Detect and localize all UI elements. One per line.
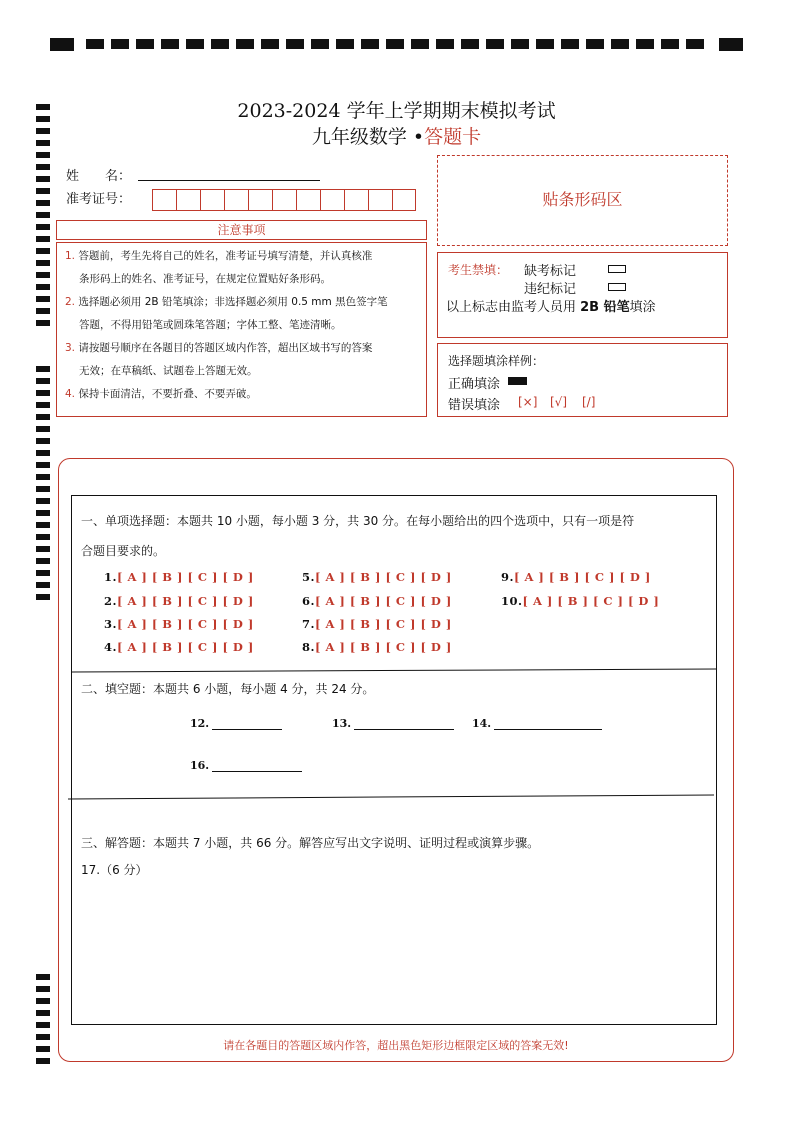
staff-only-note: 以上标志由监考人员用 2B 铅笔填涂	[446, 300, 656, 315]
wrong-fill-sample: [√]	[550, 395, 568, 409]
blank-line[interactable]	[494, 717, 602, 730]
choice-question[interactable]: 9.[ A ] [ B ] [ C ] [ D ]	[501, 570, 651, 584]
absent-mark-label: 缺考标记	[524, 264, 577, 279]
section2-instructions: 二、填空题：本题共 6 小题，每小题 4 分，共 24 分。	[81, 682, 375, 696]
choice-question[interactable]: 10.[ A ] [ B ] [ C ] [ D ]	[501, 594, 660, 608]
fill-blank-16[interactable]: 16.	[190, 759, 302, 772]
notice-item-continued: 无效；在草稿纸、试题卷上答题无效。	[79, 365, 258, 377]
id-label: 准考证号：	[66, 192, 132, 207]
blank-line[interactable]	[354, 717, 454, 730]
section3-instructions: 三、解答题：本题共 7 小题，共 66 分。解答应写出文字说明、证明过程或演算步骤。	[81, 836, 540, 850]
notice-item-continued: 条形码上的姓名、准考证号，在规定位置贴好条形码。	[79, 273, 331, 285]
blank-line[interactable]	[212, 717, 282, 730]
section1-instructions: 一、单项选择题：本题共 10 小题，每小题 3 分，共 30 分。在每小题给出的四个选项中，只有一项是符	[81, 514, 635, 528]
choice-question[interactable]: 3.[ A ] [ B ] [ C ] [ D ]	[104, 617, 254, 631]
notice-item: 1. 答题前，考生先将自己的姓名，准考证号填写清楚，并认真核准	[65, 250, 373, 262]
choice-question[interactable]: 8.[ A ] [ B ] [ C ] [ D ]	[302, 640, 452, 654]
footer-warning: 请在各题目的答题区域内作答，超出黑色矩形边框限定区域的答案无效!	[223, 1039, 569, 1052]
answer-card-label: 答题卡	[424, 126, 482, 148]
choice-question[interactable]: 4.[ A ] [ B ] [ C ] [ D ]	[104, 640, 254, 654]
barcode-area-label: 贴条形码区	[542, 190, 623, 209]
question-17-label: 17.（6 分）	[81, 863, 148, 877]
fill-blank-14[interactable]: 14.	[472, 717, 602, 730]
section-divider	[71, 669, 717, 672]
choice-question[interactable]: 7.[ A ] [ B ] [ C ] [ D ]	[302, 617, 452, 631]
subject-name: 九年级数学	[311, 126, 407, 148]
choice-question[interactable]: 1.[ A ] [ B ] [ C ] [ D ]	[104, 570, 254, 584]
section-divider	[68, 795, 714, 799]
blank-line[interactable]	[212, 759, 302, 772]
choice-question[interactable]: 6.[ A ] [ B ] [ C ] [ D ]	[302, 594, 452, 608]
notice-heading: 注意事项	[217, 223, 266, 237]
wrong-fill-sample: [/]	[582, 395, 596, 409]
fill-blank-13[interactable]: 13.	[332, 717, 454, 730]
violation-mark-label: 违纪标记	[524, 282, 577, 297]
fill-blank-12[interactable]: 12.	[190, 717, 282, 730]
section1-instructions-continued: 合题目要求的。	[81, 544, 166, 558]
question-17-answer-area[interactable]	[80, 880, 708, 1016]
correct-fill-label: 正确填涂	[448, 377, 501, 392]
fill-sample-heading: 选择题填涂样例：	[448, 354, 545, 368]
notice-item: 3. 请按题号顺序在各题目的答题区域内作答，超出区域书写的答案	[65, 342, 373, 354]
staff-only-label: 考生禁填：	[448, 263, 509, 277]
notice-item: 4. 保持卡面清洁，不要折叠、不要弄破。	[65, 388, 257, 400]
name-label: 姓 名：	[66, 169, 132, 184]
notice-item-continued: 答题，不得用铅笔或圆珠笔答题；字体工整、笔迹清晰。	[79, 319, 342, 331]
separator-dot: •	[412, 126, 425, 148]
notice-item: 2. 选择题必须用 2B 铅笔填涂；非选择题必须用 0.5 mm 黑色签字笔	[65, 296, 388, 308]
choice-question[interactable]: 2.[ A ] [ B ] [ C ] [ D ]	[104, 594, 254, 608]
exam-title: 2023-2024 学年上学期期末模拟考试	[237, 100, 556, 122]
wrong-fill-sample: [×]	[518, 395, 538, 409]
wrong-fill-label: 错误填涂	[448, 398, 501, 413]
choice-question[interactable]: 5.[ A ] [ B ] [ C ] [ D ]	[302, 570, 452, 584]
